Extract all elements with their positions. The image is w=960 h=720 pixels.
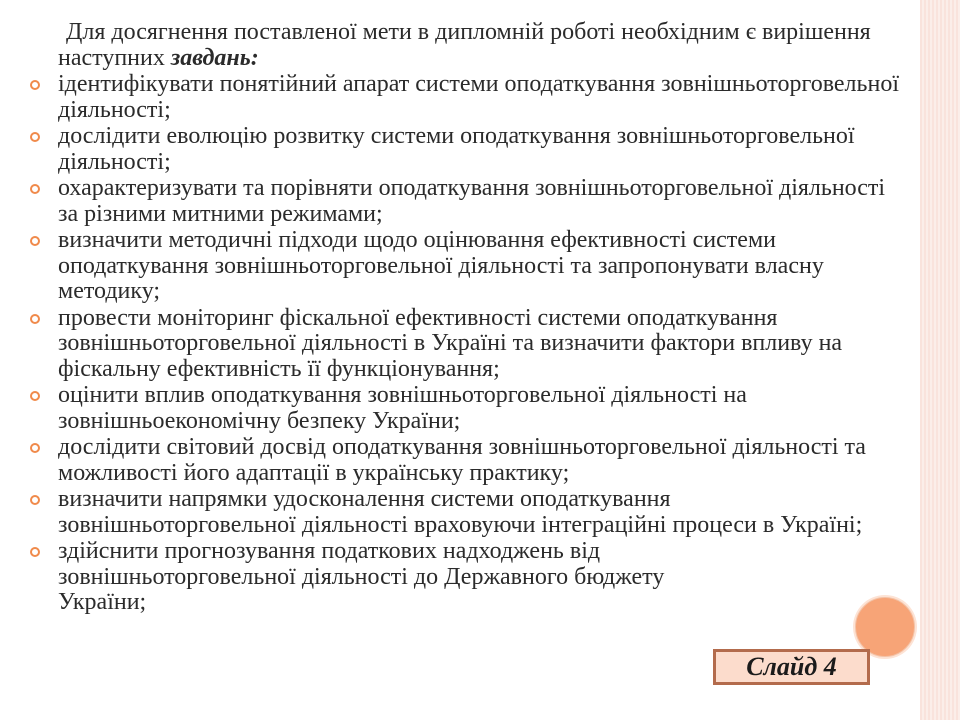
list-item — [30, 435, 910, 486]
decorative-circle — [855, 597, 915, 657]
task-list — [30, 72, 910, 616]
list-item — [30, 228, 910, 305]
list-item — [30, 383, 910, 434]
list-item — [30, 487, 910, 538]
slide-number-badge — [713, 649, 870, 685]
task-text: здійснити прогнозування податкових надходжень від зовнішньоторговельної діяльності до Державного бюджету України; — [58, 538, 665, 615]
circle-bullet-icon — [30, 80, 40, 90]
slide-number-label: Слайд 4 — [746, 652, 837, 681]
circle-bullet-icon — [30, 391, 40, 401]
task-text: провести моніторинг фіскальної ефективності системи оподаткування зовнішньоторговельної діяльності в Україні та визначити фактори впливу на фіскальну ефективність її функціонування; — [58, 304, 843, 382]
circle-bullet-icon — [30, 184, 40, 194]
intro-colon: : — [250, 44, 259, 71]
intro-text: Для досягнення поставленої мети в дипломній роботі необхідним є вирішення наступних — [58, 19, 871, 71]
task-text: визначити методичні підходи щодо оцінювання ефективності системи оподаткування зовнішньоторговельної діяльності та запропонувати власну методику; — [58, 227, 824, 304]
task-text: дослідити еволюцію розвитку системи оподаткування зовнішньоторговельної діяльності; — [58, 123, 855, 175]
task-text: охарактеризувати та порівняти оподаткування зовнішньоторговельної діяльності за різними митними режимами; — [58, 175, 886, 227]
circle-bullet-icon — [30, 443, 40, 453]
circle-bullet-icon — [30, 495, 40, 505]
list-item — [30, 539, 718, 616]
decorative-side-stripe — [920, 0, 960, 720]
list-item — [30, 124, 910, 175]
circle-bullet-icon — [30, 236, 40, 246]
intro-paragraph — [30, 20, 910, 71]
list-item — [30, 306, 910, 383]
intro-bold-word: завдань — [170, 44, 251, 71]
slide-content — [30, 20, 910, 617]
task-text: визначити напрямки удосконалення системи оподаткування зовнішньоторговельної діяльності враховуючи інтеграційні процеси в Україні; — [58, 486, 863, 538]
task-text: дослідити світовий досвід оподаткування зовнішньоторговельної діяльності та можливості його адаптації в українську практику; — [58, 434, 866, 486]
list-item — [30, 176, 910, 227]
list-item — [30, 72, 910, 123]
circle-bullet-icon — [30, 547, 40, 557]
circle-bullet-icon — [30, 132, 40, 142]
task-text: ідентифікувати понятійний апарат системи оподаткування зовнішньоторговельної діяльності; — [58, 71, 899, 123]
task-text: оцінити вплив оподаткування зовнішньоторговельної діяльності на зовнішньоекономічну безпеку України; — [58, 382, 747, 434]
circle-bullet-icon — [30, 314, 40, 324]
